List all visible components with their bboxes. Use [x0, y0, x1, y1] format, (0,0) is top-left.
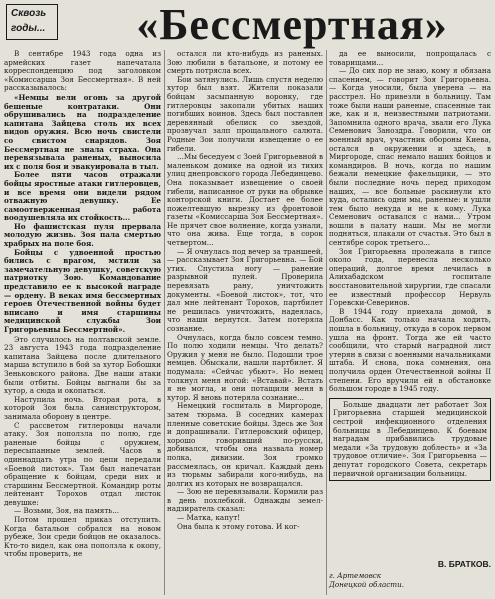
paragraph: ...Мы беседуем с Зоей Григорьевной в маленьком домике на одной из тихих улиц днепровского города Лебединцево. Она показывает извещение о своей гибели, написанное от руки на обрывке конторской книги. Достает ее более пожелтевшую вырезку из фронтовой газеты «Комиссарша Зоя Бессмертная». Не прячет свое волнение, когда узнали, что она жива. Еще тогда, в сорок четвертом...: [167, 152, 323, 248]
rubric-box: [6, 4, 58, 40]
paragraph: — Возьми, Зоя, на память...: [14, 506, 120, 516]
paragraph: Она была к этому готова. И ког-: [177, 521, 300, 531]
paragraph: Потом прошел приказ отступить. Когда батальон собрался на новом рубеже, Зои среди бойцов не оказалось. Кто-то видел, как она поползла к окопу, чтобы проверить, не: [4, 515, 161, 559]
column-1: [4, 50, 161, 595]
paragraph: Немецкий госпиталь в Миргороде, затем тюрьма. В соседних камерах пленные советские бойцы. Здесь же Зоя и допрашивали. Гитлеровский офицер, хорошо говоривший по-русски, добивался, чтобы она назвала номер полка, дивизии. Зоя громко рассмеялась, он кричал. Каждый день из тюрьмы забирали кого-нибудь, на долгих из которых не возвращался.: [167, 401, 323, 488]
author-location: [329, 572, 404, 589]
paragraph: остался ли кто-нибудь из раненых. Зою любили в батальоне, и потому ее смерть потрясла всех.: [167, 50, 323, 76]
paragraph: Очнулась, когда было совсем темно. По полю ходили немцы. Что делать? Оружия у меня не было. Подошли трое немцев. Обыскали, нашли партбилет. Я подумала: «Сейчас убьют». Но немец толкнул меня ногой: «Вставай». Встать я не могла, и они потащили меня в хутор. Я вновь потеряла сознание...: [167, 332, 323, 402]
author-name: В. БРАТКОВ.: [437, 559, 491, 569]
paragraph: Больше двадцати лет работает Зоя Григорьевна старшей медицинской сестрой инфекционного отделения больницы в Лебединцево. К боевым наградам прибавились трудовые медали «За трудовую доблесть» и «За трудовое отличие». Зоя Григорьевна — депутат городского Совета, секретарь первичной организации больницы.: [333, 399, 487, 478]
column-divider-1: [164, 50, 165, 595]
column-divider-2: [326, 50, 327, 595]
quote-paragraph: Более пяти часов отражали бойцы яростные атаки гитлеровцев, и все время они видели рядом отважную девушку. Ее самоотверженная работа воодушевляла их стойкость...: [4, 170, 161, 223]
paragraph: Бои затянулись. Лишь спустя неделю хутор был взят. Жители показали бойцам засыпанную воронку, где гитлеровцы закопали убитых наших погибших воинов. Здесь был поставлен деревянный обелиск со звездой, прозвучал залп прощального салюта. Родные Зои получили извещение о ее гибели.: [167, 74, 323, 153]
paragraph: Это случилось на полтавской земле. 23 августа 1943 года подразделение капитана Зайцева после длительного марша вступило в бой за хутор Бобошки Зеньковского района. Две наши атаки были отбиты. Бойцы выгнали бы за хутор, а сюда и окопаться.: [4, 334, 161, 396]
paragraph: да ее выносили, попрощалась с товарищами...: [329, 50, 491, 67]
location-line-2: Донецкой области.: [329, 579, 405, 589]
paragraph: Наступила ночь. Вторая рота, в которой Зоя была санинструктором, занимала оборону в центре.: [4, 394, 161, 421]
rubric-line-1: Сквозь: [11, 8, 47, 19]
paragraph: В сентябре 1943 года одна из армейских газет напечатала корреспонденцию под заголовком «Комиссарша Зоя Бессмертная». В ней рассказывалось:: [4, 50, 161, 93]
paragraph: В 1944 году приехала домой, в Донбасс. Как только начала ходить, пошла в больницу, откуда в сорок первом ушла на фронт. Тогда же ей часто сообщили, что старый наградной лист утерян в связи с военными начальниками штаба. И снова, пока сомнения, она получила орден Отечественной войны II степени. Его вручили ей в обстановке большом городе в 1945 году.: [329, 306, 491, 394]
column-3: [329, 50, 491, 560]
article-header: [4, 2, 492, 48]
paragraph: С рассветом гитлеровцы начали атаку. Зоя поползла по полю, где раненые бойцы с оружием, пересыпанные землей. Часов в одиннадцать утра по цепи передали «Боевой листок». Там был напечатан обращение к бойцам, среди них и старшины Бессмертной. Командир роты лейтенант Торохов отдал листок девушке:: [4, 420, 161, 507]
article-headline: «Бессмертная»: [136, 0, 448, 49]
article-signature: [329, 560, 491, 596]
highlighted-box: [329, 398, 491, 481]
paragraph: — Зою не перевязывали. Кормили раз в день похлебкой. Однажды земел-надзиратель сказал:: [167, 487, 323, 514]
paragraph: — Я очнулась под вечер за траншеей, — рассказывает Зоя Григорьевна. — Бой утих. Спустила ногу — ранение разрывной пулей. Проверила перевязать рану, уничтожить документы. «Боевой листок», тот, что дал мне лейтенант Торохов, партбилет не решилась уничтожить, надеялась, что наши вернутся. Затем потеряла сознание.: [167, 246, 323, 333]
paragraph: — Матка, капут!: [177, 513, 241, 523]
column-2: [167, 50, 323, 595]
paragraph: — До сих пор не знаю, кому я обязана спасением, — говорит Зоя Григорьевна. — Когда уносили, была уверена — на расстрел. Но привезли в больницу. Там тоже были наши раненые, спасенные так же, как и я, неизвестными патриотами. Запомнила одного врача, звали его Лука Семенович Заноздра. Говорили, что он военный врач, участник обороны Киева, остался в окружении и здесь, в Миргороде, спас немало наших бойцов и командиров. В ночь, когда по нашим бежали немецкие факельщики, — это были последние ночь перед приходом наших, — все больные раскинули кто куда, остались одни мы, раненые: и ушли тем было некуда и не к кому. Лука Семенович оставался с нами... Утром вошли в палату наши. Мы не могли подняться, плакали от счастья. Это был в сентябре сорок третьего...: [329, 66, 491, 248]
newspaper-quote: [4, 94, 161, 335]
paragraph: Зоя Григорьевна пролежала в гипсе около года, перенесла несколько операций, долгое время лечилась в Алихабадском госпитале восстановительной хирургии, где спасали ее известный профессор Нервуль Горевски-Северинов.: [329, 246, 491, 308]
quote-paragraph: Бойцы с удвоенной простью бились с врагом, мстили за замечательную девушку, советскую патриотку Зою. Командование представило ее к высокой награде — ордену. В веках имя бессмертных героев Отечественной войны будет вписано и имя старшины медицинской службы Зои Григорьевны Бессмертной».: [4, 247, 161, 334]
location-line-1: г. Артемовск: [329, 571, 382, 580]
rubric-line-2: годы...: [11, 23, 46, 34]
quote-paragraph: Но фашистская пуля прервала молодую жизнь. Зоя пала смертью храбрых на поле боя.: [4, 221, 161, 249]
quote-paragraph: «Немцы вели огонь за другой бешеные контратаки. Они обрушивались на подразделение капитана Зайцева столь их всех видов оружия. Всю ночь свистели со свистом снарядов. Зоя Бессмертная не знала страха. Она перевязывала раненых, выносила их с поля боя и эвакуировала в тыл.: [4, 92, 161, 171]
